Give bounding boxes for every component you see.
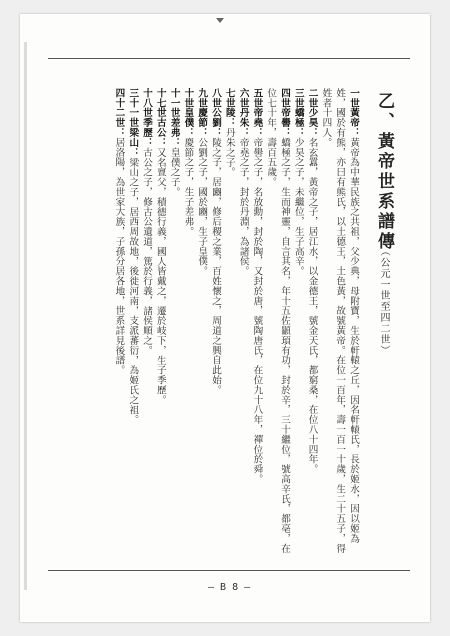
genealogy-entry xyxy=(194,88,208,562)
genealogy-body xyxy=(70,88,360,562)
genealogy-entry xyxy=(263,88,291,562)
entry-text: 名玄囂，黃帝之子，居江水，以金德王，號金天氏，都窮桑，在位八十四年。 xyxy=(306,137,318,475)
entry-heading: 一世黃帝： xyxy=(348,88,359,138)
genealogy-entry xyxy=(139,88,153,562)
entry-heading: 十七世古公： xyxy=(154,88,166,148)
genealogy-entry xyxy=(250,88,264,562)
entry-heading: 五世帝堯： xyxy=(251,88,263,138)
scanned-page xyxy=(20,14,430,622)
genealogy-entry xyxy=(153,88,167,562)
entry-text: 皇僕之子。 xyxy=(168,147,180,197)
entry-heading: 七世陵： xyxy=(223,88,235,128)
entry-heading: 八世公劉： xyxy=(210,88,222,138)
entry-text: 公劉之子，國於豳，生子皇僕。 xyxy=(196,137,208,277)
entry-text: 居洛陽，為世家大族，子孫分居各地，世系詳見後譜。 xyxy=(113,137,125,376)
entry-text: 帝嚳之子，名放勳，封於陶，又封於唐，號陶唐氏，在位九十八年，禪位於舜。 xyxy=(251,137,263,484)
entry-text: 帝堯之子，封於丹淵，為諸侯。 xyxy=(237,137,249,277)
genealogy-entry xyxy=(222,88,236,562)
genealogy-entry xyxy=(236,88,250,562)
entry-text: 古公之子，修古公遺道，篤於行義，諸侯順之。 xyxy=(141,147,153,356)
page-title: 乙、黃帝世系譜傳 xyxy=(374,92,394,252)
page-number: — B 8 — xyxy=(208,582,251,593)
page-subtitle: （公元一世至四二世） xyxy=(378,246,389,356)
entry-text: 黃帝為中華民族之共祖，父少典，母附寶，生於軒轅之丘，因名軒轅氏，長於姬水，因以姬為姓，國於有熊，亦曰有熊氏，以土德王，土色黃，故號黃帝。在位一百年，壽一百一十歲，生二十五子，得姓者十四人。 xyxy=(320,88,359,554)
genealogy-entry xyxy=(167,88,181,562)
genealogy-entry xyxy=(112,88,126,562)
binding-edge xyxy=(24,42,27,590)
genealogy-entry xyxy=(208,88,222,562)
entry-text: 梁山之子，居西周故地，後徙河南，支派蕃衍，為姬氏之祖。 xyxy=(127,157,139,425)
entry-heading: 三世蟜極： xyxy=(292,88,304,138)
entry-heading: 十世皇僕： xyxy=(182,88,194,138)
entry-heading: 九世慶節： xyxy=(196,88,208,138)
entry-text: 少昊之子，未繼位，生子高辛。 xyxy=(292,137,304,277)
genealogy-entry xyxy=(305,88,319,562)
entry-text: 丹朱之子。 xyxy=(223,127,235,178)
entry-heading: 十一世差弗： xyxy=(168,88,180,148)
entry-heading: 六世丹朱： xyxy=(237,88,249,138)
entry-heading: 二世少昊： xyxy=(306,88,318,138)
genealogy-entry xyxy=(291,88,305,562)
bottom-rule xyxy=(48,570,410,571)
entry-heading: 四十二世： xyxy=(113,88,125,138)
top-rule xyxy=(48,58,410,59)
entry-text: 又名亶父，積德行義，國人皆戴之，遷於岐下，生子季歷。 xyxy=(154,147,166,405)
top-marker xyxy=(216,18,224,23)
entry-text: 陵之子，居豳，修后稷之業，百姓懷之，周道之興自此始。 xyxy=(210,137,222,395)
genealogy-entry xyxy=(181,88,195,562)
entry-heading: 十八世季歷： xyxy=(141,88,153,148)
genealogy-entry xyxy=(125,88,139,562)
entry-heading: 四世帝嚳： xyxy=(279,88,291,138)
entry-heading: 三十一世梁山： xyxy=(127,88,139,158)
entry-text: 蟜極之子，生而神靈，自言其名，年十五佐顓頊有功，封於辛，三十繼位，號高辛氏，都亳，在位七十年，壽百五歲。 xyxy=(265,88,291,554)
entry-text: 慶節之子，生子差弗。 xyxy=(182,137,194,237)
genealogy-entry xyxy=(319,88,360,562)
